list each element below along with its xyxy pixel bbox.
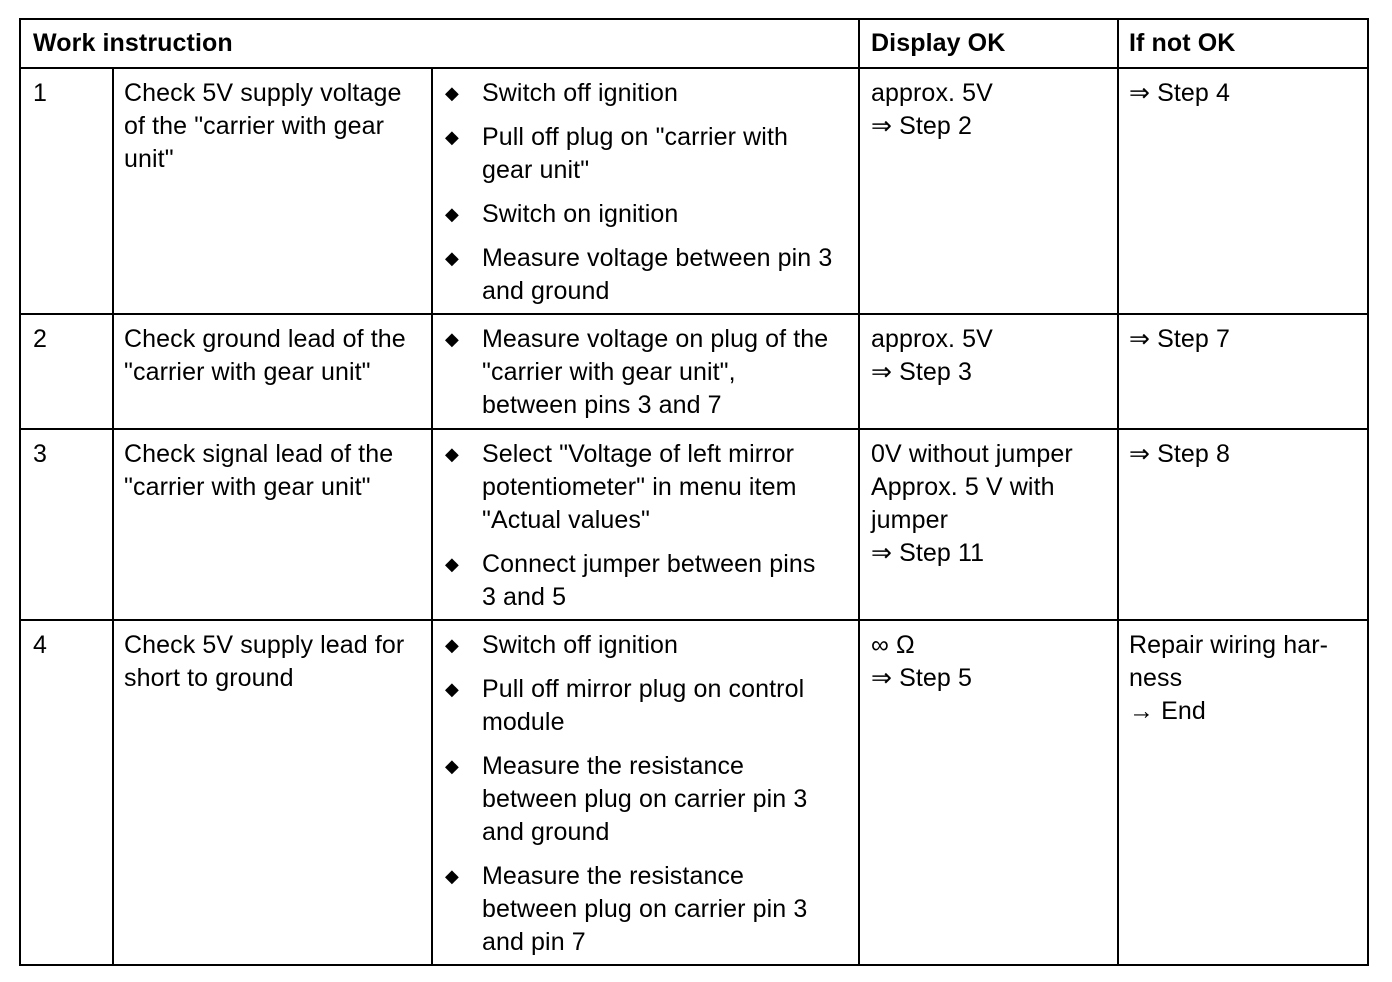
- diamond-bullet-icon: ◆: [445, 756, 459, 776]
- row-3-display-ok: [871, 438, 1073, 570]
- step-text: Switch on ignition: [482, 200, 679, 228]
- if-not-ok-line: ⇒ Step 8: [1129, 440, 1230, 468]
- row-2-check: [124, 323, 406, 389]
- list-item: [444, 750, 854, 849]
- display-ok-line: 0V without jumper: [871, 440, 1073, 468]
- row-4-check-line: short to ground: [124, 664, 294, 692]
- row-3-steps: [444, 438, 854, 614]
- if-not-ok-line: ⇒ Step 7: [1129, 325, 1230, 353]
- diamond-bullet-icon: ◆: [445, 444, 459, 464]
- step-text: Select "Voltage of left mirror: [482, 440, 795, 468]
- diamond-bullet-icon: ◆: [445, 248, 459, 268]
- diamond-bullet-icon: ◆: [445, 127, 459, 147]
- display-ok-line: jumper: [871, 506, 949, 534]
- row-3-check-line: "carrier with gear unit": [124, 473, 371, 501]
- row-2-if-not-ok: [1129, 323, 1230, 356]
- step-text: "carrier with gear unit",: [482, 358, 736, 386]
- step-text: Measure the resistance: [482, 752, 745, 780]
- row-divider-1: [21, 313, 1367, 315]
- step-text: module: [482, 708, 565, 736]
- display-ok-line: Approx. 5 V with: [871, 473, 1055, 501]
- col-divider-check: [431, 67, 433, 966]
- step-text: Switch off ignition: [482, 79, 678, 107]
- diamond-bullet-icon: ◆: [445, 83, 459, 103]
- step-text: 3 and 5: [482, 583, 567, 611]
- header-display-ok: Display OK: [871, 29, 1006, 57]
- col-divider-display: [858, 20, 860, 966]
- diamond-bullet-icon: ◆: [445, 554, 459, 574]
- diamond-bullet-icon: ◆: [445, 329, 459, 349]
- step-text: between plug on carrier pin 3: [482, 895, 808, 923]
- diamond-bullet-icon: ◆: [445, 635, 459, 655]
- step-text: and ground: [482, 818, 610, 846]
- row-1-check-line: unit": [124, 145, 174, 173]
- diamond-bullet-icon: ◆: [445, 679, 459, 699]
- list-item: [444, 629, 854, 662]
- list-item: [444, 198, 854, 231]
- row-3-check: [124, 438, 393, 504]
- list-item: [444, 860, 854, 959]
- list-item: [444, 77, 854, 110]
- step-text: Connect jumper between pins: [482, 550, 816, 578]
- step-text: between plug on carrier pin 3: [482, 785, 808, 813]
- row-divider-2: [21, 428, 1367, 430]
- step-text: "Actual values": [482, 506, 650, 534]
- row-3-if-not-ok: [1129, 438, 1230, 471]
- list-item: [444, 438, 854, 537]
- header-if-not-ok: If not OK: [1129, 29, 1236, 57]
- step-text: between pins 3 and 7: [482, 391, 722, 419]
- row-1-check-line: of the "carrier with gear: [124, 112, 385, 140]
- row-1-number: 1: [33, 79, 48, 107]
- if-not-ok-line: → End: [1129, 697, 1206, 725]
- display-ok-line: ⇒ Step 2: [871, 112, 972, 140]
- step-text: Measure voltage on plug of the: [482, 325, 829, 353]
- display-ok-line: ⇒ Step 5: [871, 664, 972, 692]
- if-not-ok-line: ⇒ Step 4: [1129, 79, 1230, 107]
- list-item: [444, 242, 854, 308]
- step-text: Pull off plug on "carrier with: [482, 123, 789, 151]
- list-item: [444, 323, 854, 422]
- row-1-display-ok: [871, 77, 993, 143]
- list-item: [444, 673, 854, 739]
- if-not-ok-line: ness: [1129, 664, 1183, 692]
- list-item: [444, 121, 854, 187]
- list-item: [444, 548, 854, 614]
- step-text: Measure the resistance: [482, 862, 745, 890]
- diamond-bullet-icon: ◆: [445, 204, 459, 224]
- step-text: and ground: [482, 277, 610, 305]
- header-work-instruction: Work instruction: [33, 29, 233, 57]
- row-2-number: 2: [33, 325, 48, 353]
- display-ok-line: approx. 5V: [871, 325, 993, 353]
- row-4-steps: [444, 629, 854, 959]
- col-divider-number: [112, 67, 114, 966]
- step-text: Pull off mirror plug on control: [482, 675, 805, 703]
- row-2-display-ok: [871, 323, 993, 389]
- row-1-if-not-ok: [1129, 77, 1230, 110]
- row-divider-3: [21, 619, 1367, 621]
- row-4-display-ok: [871, 629, 972, 695]
- row-3-check-line: Check signal lead of the: [124, 440, 394, 468]
- row-1-steps: [444, 77, 854, 308]
- row-2-check-line: Check ground lead of the: [124, 325, 406, 353]
- display-ok-line: approx. 5V: [871, 79, 993, 107]
- display-ok-line: ⇒ Step 3: [871, 358, 972, 386]
- row-2-steps: [444, 323, 854, 422]
- row-1-check: [124, 77, 401, 176]
- work-instruction-table: [19, 18, 1369, 966]
- display-ok-line: ⇒ Step 11: [871, 539, 985, 567]
- row-4-if-not-ok: [1129, 629, 1328, 728]
- row-2-check-line: "carrier with gear unit": [124, 358, 371, 386]
- display-ok-line: ∞ Ω: [871, 631, 915, 659]
- col-divider-ifnot: [1117, 20, 1119, 966]
- if-not-ok-line: Repair wiring har-: [1129, 631, 1329, 659]
- row-3-number: 3: [33, 440, 48, 468]
- header-divider: [21, 67, 1367, 69]
- row-4-check: [124, 629, 404, 695]
- row-1-check-line: Check 5V supply voltage: [124, 79, 402, 107]
- row-4-check-line: Check 5V supply lead for: [124, 631, 405, 659]
- step-text: potentiometer" in menu item: [482, 473, 797, 501]
- step-text: gear unit": [482, 156, 590, 184]
- step-text: Measure voltage between pin 3: [482, 244, 833, 272]
- diamond-bullet-icon: ◆: [445, 866, 459, 886]
- step-text: Switch off ignition: [482, 631, 678, 659]
- row-4-number: 4: [33, 631, 48, 659]
- step-text: and pin 7: [482, 928, 586, 956]
